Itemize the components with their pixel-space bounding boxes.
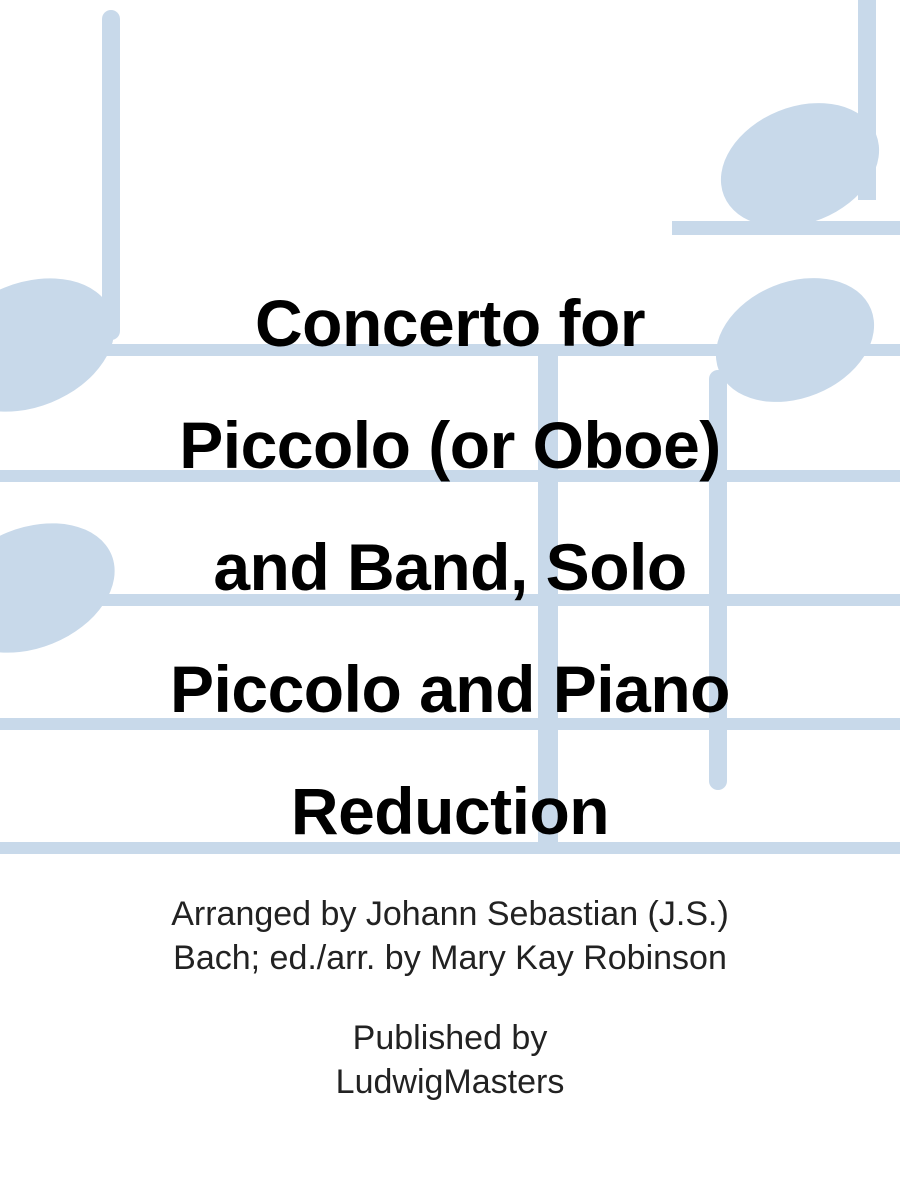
publisher-name: LudwigMasters <box>335 1063 565 1101</box>
publisher-credit <box>40 1016 860 1104</box>
title-line: Piccolo (or Oboe) <box>179 408 721 482</box>
arranger-line: Arranged by Johann Sebastian (J.S.) <box>171 895 729 933</box>
arranger-line: Bach; ed./arr. by Mary Kay Robinson <box>173 939 727 977</box>
score-title <box>60 262 840 872</box>
arranger-credit <box>40 892 860 980</box>
title-line: and Band, Solo <box>213 530 687 604</box>
publisher-line: Published by <box>352 1019 548 1057</box>
title-line: Reduction <box>290 774 610 848</box>
title-line: Piccolo and Piano <box>170 652 730 726</box>
title-line: Concerto for <box>255 286 645 360</box>
